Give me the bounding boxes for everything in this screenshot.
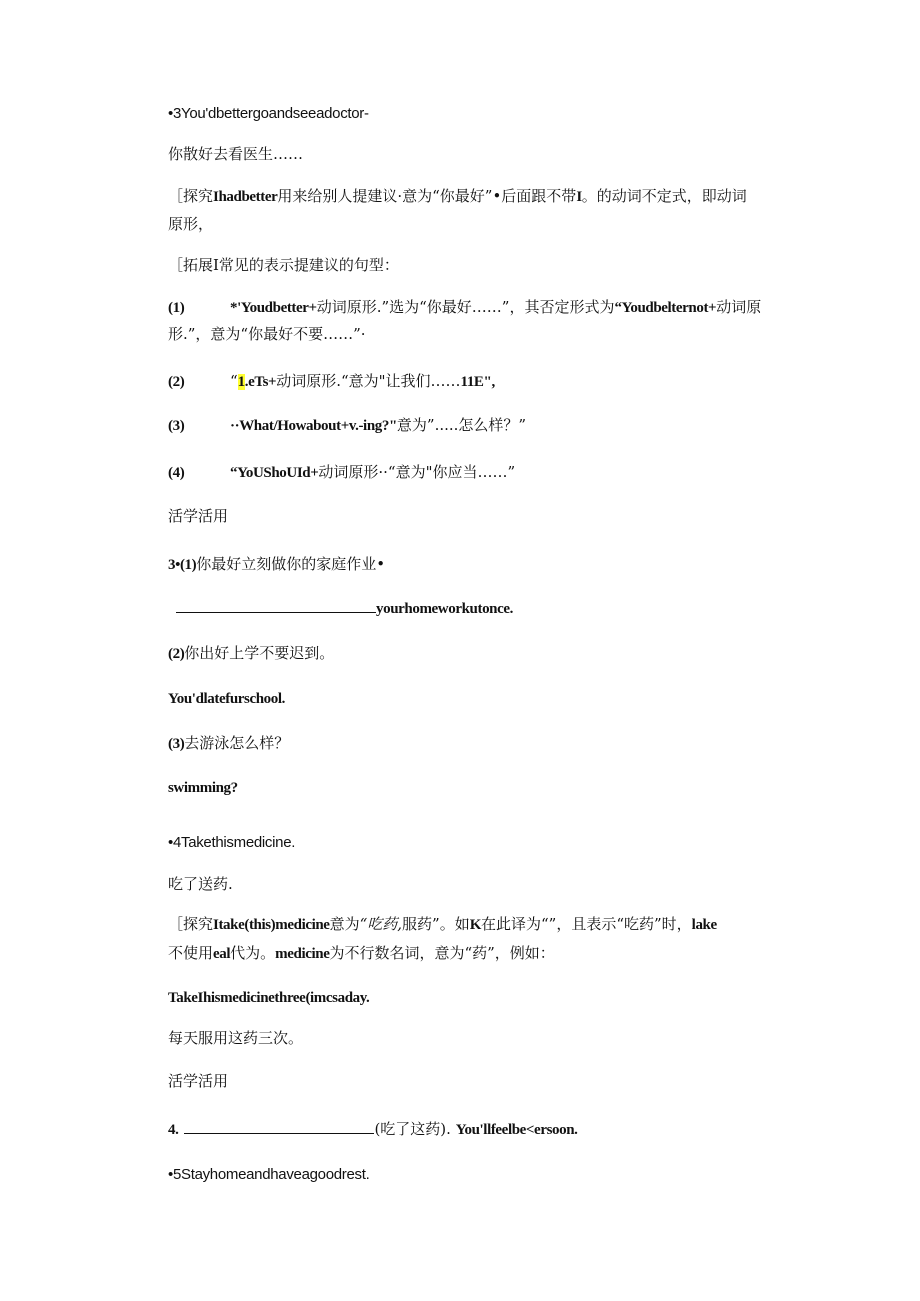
section-3-translation: 你散好去看医生……: [168, 145, 304, 163]
section-3-explore-cont: 原形，: [168, 215, 214, 233]
section-4-explore-cont: 不使用eal代为。medicine为不行数名词，意为“药”，例如：: [168, 944, 555, 962]
exercise-3-2: (2)你出好上学不要迟到。: [168, 644, 335, 662]
exercise-3-2-answer: You'dlatefurschool.: [168, 691, 285, 707]
answer-blank[interactable]: [184, 1119, 374, 1134]
practice-heading-1: 活学活用: [168, 507, 229, 525]
section-3-title: •3You'dbettergoandseeadoctor-: [168, 105, 369, 122]
section-4-example-translation: 每天服用这药三次。: [168, 1029, 304, 1047]
section-4-title: •4Takethismedicine.: [168, 834, 296, 851]
exercise-3-1-answer: yourhomeworkutonce.: [168, 598, 513, 619]
exercise-3-3: (3)去游泳怎么样？: [168, 734, 290, 752]
practice-heading-2: 活学活用: [168, 1072, 229, 1090]
section-4-translation: 吃了送药.: [168, 875, 233, 893]
exercise-3-1: 3•(1)你最好立刻做你的家庭作业•: [168, 555, 386, 573]
pattern-3: (3) ··What/Howabout+v.-ing?"意为”.....怎么样？”: [168, 416, 527, 434]
exercise-3-3-answer: swimming?: [168, 780, 238, 796]
highlight-mark: 1: [237, 374, 245, 390]
pattern-4: (4) “YoUShoUId+动词原形··“意为"你应当……”: [168, 463, 516, 481]
section-4-example: TakeIhismedicinethree(imcsaday.: [168, 990, 370, 1006]
exercise-4: 4. (吃了这药). You'llfeelbe<ersoon.: [168, 1120, 578, 1138]
section-3-expand: ［拓展I常见的表示提建议的句型：: [168, 256, 399, 274]
section-5-title: •5Stayhomeandhaveagoodrest.: [168, 1166, 370, 1183]
section-4-explore: ［探究Itake(this)medicine意为“吃药,服药”。如K在此译为“”，且表示“吃药”时，lake: [168, 915, 717, 933]
pattern-1-cont: 形.”，意为“你最好不要……”·: [168, 325, 366, 343]
section-3-explore: ［探究Ihadbetter用来给别人提建议·意为“你最好”•后面跟不带I。的动词不定式，即动词: [168, 187, 747, 205]
pattern-1: (1) *'Youdbetter+动词原形.”选为“你最好……”，其否定形式为“Youdbelternot+动词原: [168, 298, 762, 316]
pattern-2: (2) “1.eTs+动词原形.“意为"让我们……11E",: [168, 372, 495, 390]
answer-blank[interactable]: [176, 598, 376, 613]
